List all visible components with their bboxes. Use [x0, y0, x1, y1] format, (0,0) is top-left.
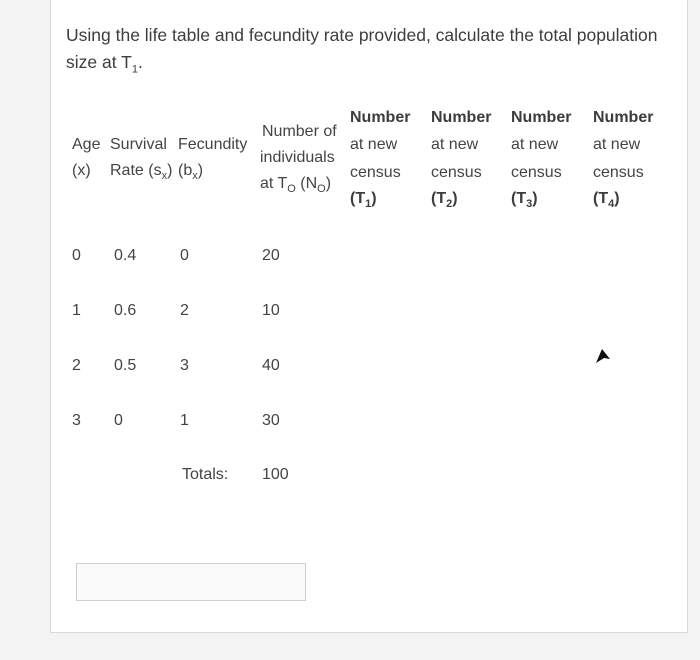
header-survival-rate: Rate $(s_x)$ [110, 162, 173, 183]
header-t1-symbol: $(T_1)$ [350, 190, 377, 211]
header-t2-line3: census [431, 164, 482, 181]
header-fecundity: Fecundity [178, 136, 248, 153]
mouse-pointer-icon [594, 347, 612, 372]
cell-fecundity: 3 [180, 357, 189, 374]
header-fecundity-symbol: $(b_x)$ [178, 162, 204, 183]
header-t4-symbol: $(T_4)$ [593, 190, 620, 211]
header-n0-line1: Number of [262, 123, 337, 140]
cell-survival: 0.4 [114, 247, 137, 264]
header-t2-line1: Number [431, 109, 492, 126]
header-n0-line2: individuals [260, 149, 335, 166]
header-t4-line1: Number [593, 109, 654, 126]
totals-label: Totals: [182, 466, 229, 483]
header-t1-line1: Number [350, 109, 411, 126]
cell-survival: 0.6 [114, 302, 137, 319]
header-t3-line3: census [511, 164, 562, 181]
header-age: Age [72, 136, 101, 153]
cell-age: 1 [72, 302, 81, 319]
header-survival: Survival [110, 136, 167, 153]
answer-input[interactable] [76, 563, 306, 601]
cell-survival: 0 [114, 412, 123, 429]
cell-survival: 0.5 [114, 357, 137, 374]
header-t3-line1: Number [511, 109, 572, 126]
header-n0-line3: at $T_O$ $(N_O)$ [260, 175, 332, 196]
totals-value: 100 [262, 466, 289, 483]
cell-age: 0 [72, 247, 81, 264]
header-t2-symbol: $(T_2)$ [431, 190, 458, 211]
cell-fecundity: 1 [180, 412, 189, 429]
header-t3-symbol: $(T_3)$ [511, 190, 538, 211]
cell-fecundity: 2 [180, 302, 189, 319]
cell-n0: 30 [262, 412, 280, 429]
header-t3-line2: at new [511, 136, 559, 153]
cell-n0: 20 [262, 247, 280, 264]
cell-n0: 40 [262, 357, 280, 374]
question-card [50, 0, 688, 633]
header-t4-line3: census [593, 164, 644, 181]
cell-age: 2 [72, 357, 81, 374]
cell-fecundity: 0 [180, 247, 189, 264]
header-t1-line2: at new [350, 136, 398, 153]
question-text: Using the life table and fecundity rate provided, calculate the total population size at $T_1$. [66, 25, 658, 76]
header-t1-line3: census [350, 164, 401, 181]
header-age-symbol: (x) [72, 162, 91, 179]
header-t2-line2: at new [431, 136, 479, 153]
cell-n0: 10 [262, 302, 280, 319]
cell-age: 3 [72, 412, 81, 429]
header-t4-line2: at new [593, 136, 641, 153]
